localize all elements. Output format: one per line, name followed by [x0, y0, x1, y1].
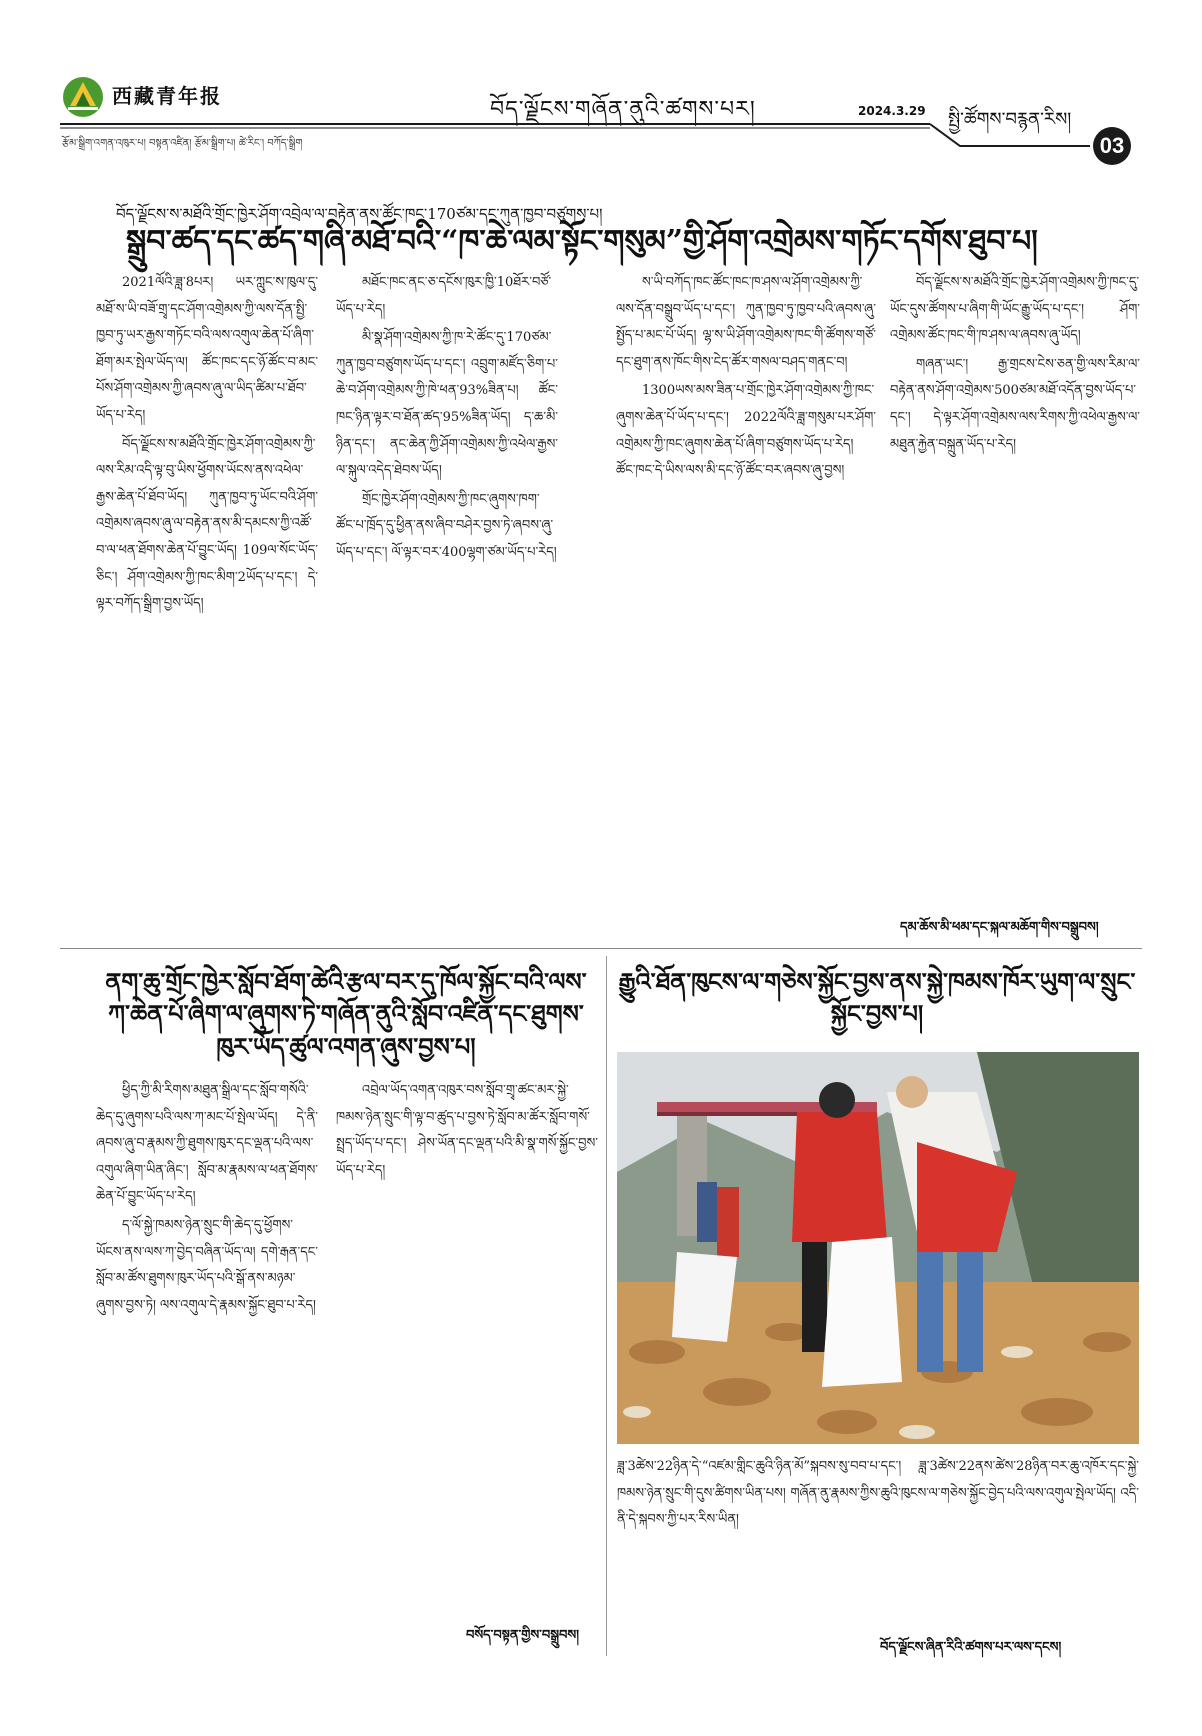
article1-paragraph: གྲོང་ཁྱེར་ཤོག་འགྲེམས་ཀྱི་ཁང་ཞུགས་ཁག་ཚོང་པ་ཁྲོད་དུ་ཕྱིན་ནས་ཞིབ་བཤེར་བྱས་ཏེ་ཞབས་ཞུ་ཡོད་པ་དང་། ལོ་ལྟར་བར་400ལྷག་ཙམ་ཡོད་པ་རེད། — [336, 491, 557, 560]
article1-column-3 — [616, 270, 876, 932]
paper-name: 西藏青年报 — [112, 84, 222, 108]
article1-paragraph: 1300ཡས་མས་ཟིན་པ་གྲོང་ཁྱེར་ཤོག་འགྲེམས་ཀྱི་ཁང་ཞུགས་ཆེན་པོ་ཡོད་པ་དང་། 2022ལོའི་ཟླ་གསུམ་པར་ཤོག་འགྲེམས་ཀྱི་ཁང་ཞུགས་ཆེན་པོ་ཞིག་བཙུགས་ཡོད་པ་རེད། ཚོང་ཁང་དེ་ཡིས་ལས་མི་དང་ཉོ་ཚོང་བར་ཞབས་ཞུ་བྱས། — [616, 383, 876, 479]
article1-paragraph: བོད་ལྗོངས་ས་མཐོའི་གྲོང་ཁྱེར་ཤོག་འགྲེམས་ཀྱི་ལས་རིམ་འདི་ལྟ་བུ་ཡིས་ཕྱོགས་ཡོངས་ནས་འཕེལ་རྒྱས་ཆེན་པོ་ཐོབ་ཡོད། ཀུན་ཁྱབ་ཏུ་ཡོང་བའི་ཤོག་འགྲེམས་ཞབས་ཞུ་ལ་བརྟེན་ནས་མི་དམངས་ཀྱི་འཚོ་བ་ལ་ཕན་ཐོགས་ཆེན་པོ་བྱུང་ཡོད། 109ལ་སོང་ཡོད་ཅིང་། ཤོག་འགྲེམས་ཀྱི་ཁང་མིག་2ཡོད་པ་དང་། དེ་ལྟར་བཀོད་སྒྲིག་བྱས་ཡོད། — [96, 436, 318, 612]
article1-column-1 — [96, 270, 318, 932]
article2-headline: ནག་ཆུ་གྲོང་ཁྱེར་སློབ་ཐོག་ཚེའི་རྩལ་བར་དུ་ཁོལ་སྐྱོང་བའི་ལས་ཀ་ཆེན་པོ་ཞིག་ལ་ཞུགས་ཏེ་གཞོན་ནུའི་སློབ་འཛིན་དང་ཐུགས་ཁུར་ཡོད་ཚུལ་འགན་ཞུས་བྱས་པ། — [105, 967, 587, 1061]
article2-paragraph: ད་ལོ་སྐྱེ་ཁམས་ཉེན་སྲུང་གི་ཆེད་དུ་ཕྱོགས་ཡོངས་ནས་ལས་ཀ་བྱེད་བཞིན་ཡོད་ལ། དགེ་རྒན་དང་སློབ་མ་ཚོས་ཐུགས་ཁུར་ཡོད་པའི་སྒོ་ནས་མཉམ་ཞུགས་བྱས་ཏེ། ལས་འགུལ་དེ་རྣམས་སྐྱོང་ཐུབ་པ་རེད། — [96, 1217, 318, 1313]
article1-byline: དམ་ཆོས་མི་ཕམ་དང་སྐལ་མཆོག་གིས་བསྒྲུབས། — [900, 920, 1099, 935]
cleanup-photo — [617, 1052, 1139, 1444]
article1-paragraph: 2021ལོའི་ཟླ་8པར། ཡར་ཀླུང་ས་ཁུལ་དུ་མཐོ་ས་ཡི་བཟོ་གྲྭ་དང་ཤོག་འགྲེམས་ཀྱི་ལས་དོན་སྤྱི་ཁྱབ་ཏུ་ཡར་རྒྱས་གཏོང་བའི་ལས་འགུལ་ཆེན་པོ་ཞིག་ཐོག་མར་སྤེལ་ཡོད་ལ། ཚོང་ཁང་དང་ཉོ་ཚོང་བ་མང་པོས་ཤོག་འགྲེམས་ཀྱི་ཞབས་ཞུ་ལ་ཡིད་ཚིམ་པ་ཐོབ་ཡོད་པ་རེད། — [96, 275, 318, 423]
article1-headline: སྒྲུབ་ཚད་དང་ཚད་གཞི་མཐོ་བའི་“ཁ་ཆེ་ལམ་སྟོང་གསུམ”གྱི་ཤོག་འགྲེམས་གཏོང་དགོས་ཐུབ་པ། — [126, 224, 1038, 259]
article1-paragraph: གཞན་ཡང་། རྒྱ་གྲངས་ངེས་ཅན་གྱི་ལས་རིམ་ལ་བརྟེན་ནས་ཤོག་འགྲེམས་500ཙམ་མཐོ་འདོན་བྱས་ཡོད་པ་དང་། དེ་ལྟར་ཤོག་འགྲེམས་ལས་རིགས་ཀྱི་འཕེལ་རྒྱས་ལ་མཐུན་རྐྱེན་བསྐྲུན་ཡོད་པ་རེད། — [890, 356, 1140, 452]
photo-caption-text: ཟླ་3ཚེས་22ཉིན་དེ་“འཛམ་གླིང་ཆུའི་ཉིན་མོ”སྐབས་སུ་བབ་པ་དང་། ཟླ་3ཚེས་22ནས་ཚེས་28ཉིན་བར་ཆུ་འཁོར་དང་སྐྱེ་ཁམས་ཉེན་སྲུང་གི་དུས་ཚིགས་ཡིན་པས། གཞོན་ནུ་རྣམས་ཀྱིས་ཆུའི་ཁུངས་ལ་གཅེས་སྐྱོང་བྱེད་པའི་ལས་འགུལ་སྤེལ་ཡོད། འདི་ནི་དེ་སྐབས་ཀྱི་པར་རིས་ཡིན། — [617, 1459, 1139, 1528]
article1-column-4 — [890, 270, 1140, 902]
article2-paragraph: འབྲེལ་ཡོད་འགན་འཁུར་བས་སློབ་གྲྭ་ཚང་མར་སྐྱེ་ཁམས་ཉེན་སྲུང་གི་ལྟ་བ་ཚུད་པ་བྱས་ཏེ་སློབ་མ་ཚོར་སློབ་གསོ་སྤྲད་ཡོད་པ་དང་། ཤེས་ཡོན་དང་ལྡན་པའི་མི་སྣ་གསོ་སྐྱོང་བྱས་ཡོད་པ་རེད། — [336, 1083, 598, 1178]
editor-credits: རྩོམ་སྒྲིག་འགན་འཁུར་པ། བསྟན་འཛིན། རྩོམ་སྒྲིག་པ། ཚེ་རིང་། བཀོད་སྒྲིག — [62, 138, 303, 149]
article2-column-1 — [96, 1078, 318, 1652]
article2-paragraph: ཕྱིད་ཀྱི་མི་རིགས་མཐུན་སྒྲིལ་དང་སློབ་གསོའི་ཆེད་དུ་ཞུགས་པའི་ལས་ཀ་མང་པོ་སྤེལ་ཡོད། དེ་ནི་ཞབས་ཞུ་བ་རྣམས་ཀྱི་ཐུགས་ཁུར་དང་ལྡན་པའི་ལས་འགུལ་ཞིག་ཡིན་ཞིང་། སློབ་མ་རྣམས་ལ་ཕན་ཐོགས་ཆེན་པོ་བྱུང་ཡོད་པ་རེད། — [96, 1083, 318, 1205]
section-name: སྤྱི་ཚོགས་བརྙན་རིས། — [948, 109, 1072, 130]
paper-tibetan-title: བོད་ལྗོངས་གཞོན་ནུའི་ཚགས་པར། — [490, 97, 756, 122]
article3-byline: བོད་ལྗོངས་ཞིན་རིའི་ཚགས་པར་ལས་དངས། — [880, 1640, 1062, 1655]
article1-paragraph: ས་ཡི་བཀོད་ཁང་ཚོང་ཁང་ཁ་ཤས་ལ་ཤོག་འགྲེམས་ཀྱི་ལས་དོན་བསྒྲུབ་ཡོད་པ་དང་། ཀུན་ཁྱབ་ཏུ་ཁྱབ་པའི་ཞབས་ཞུ་སྤྱོད་པ་མང་པོ་ཡོད། ལྷ་ས་ཡི་ཤོག་འགྲེམས་ཁང་གི་ཚོགས་གཙོ་དང་ཐུག་ནས་ཁོང་གིས་ངེད་ཚོར་གསལ་བཤད་གནང་བ། — [616, 275, 876, 370]
article1-paragraph: མི་སྣ་ཤོག་འགྲེམས་ཀྱི་ཁ་རེ་ཚོང་དུ་170ཙམ་ཀུན་ཁྱབ་བཙུགས་ཡོད་པ་དང་། འབྲུག་མཛོད་ཅིག་པ་ཆེ་བ་ཤོག་འགྲེམས་ཀྱི་ཁེ་ཕན་93%ཟིན་པ། ཚོང་ཁང་ཉིན་ལྟར་བ་ཐོན་ཚད་95%ཟིན་ཡོད། ད་ཆ་མི་ཉིན་དང་། ནང་ཆེན་ཀྱི་ཤོག་འགྲེམས་ཀྱི་འཕེལ་རྒྱས་ལ་སྐུལ་འདེད་ཐེབས་ཡོད། — [336, 330, 558, 479]
issue-date: 2024.3.29 — [858, 104, 926, 118]
photo-caption — [617, 1454, 1139, 1630]
article3-headline: རྒྱུའི་ཐོན་ཁུངས་ལ་གཅེས་སྐྱོང་བྱས་ནས་སྐྱེ་ཁམས་ཁོར་ཡུག་ལ་སྲུང་སྐྱོང་བྱས་པ། — [618, 967, 1136, 1029]
article1-column-2 — [336, 270, 558, 932]
article1-kicker: བོད་ལྗོངས་ས་མཐོའི་གྲོང་ཁྱེར་ཤོག་འབྲེལ་ལ་བརྟེན་ནས་ཚོང་ཁང་170ཙམ་དང་ཀུན་ཁྱབ་བཙུགས་པ། — [116, 205, 603, 223]
column-divider — [606, 956, 607, 1656]
article1-paragraph: མཐོང་ཁང་ནང་ཅ་དངོས་ཁུར་ཁྱི་10ཐོར་བཙོ་ཡོད་པ་རེད། — [336, 275, 552, 317]
article2-byline: བསོད་བསྟན་གྱིས་བསྒྲུབས། — [466, 1628, 579, 1643]
paper-logo — [62, 76, 104, 118]
article2-column-2 — [336, 1078, 598, 1612]
section-divider — [60, 948, 1142, 949]
page-number-badge: 03 — [1093, 127, 1131, 165]
article1-paragraph: བོད་ལྗོངས་ས་མཐོའི་གྲོང་ཁྱེར་ཤོག་འགྲེམས་ཀྱི་ཁང་དུ་ཡོང་དུས་ཚོགས་པ་ཞིག་གི་ཡོང་རྒྱུ་ཡོད་པ་དང་། ཤོག་འགྲེམས་ཚོང་ཁང་གི་ཁ་ཤས་ལ་ཞབས་ཞུ་ཡོད། — [890, 275, 1140, 344]
